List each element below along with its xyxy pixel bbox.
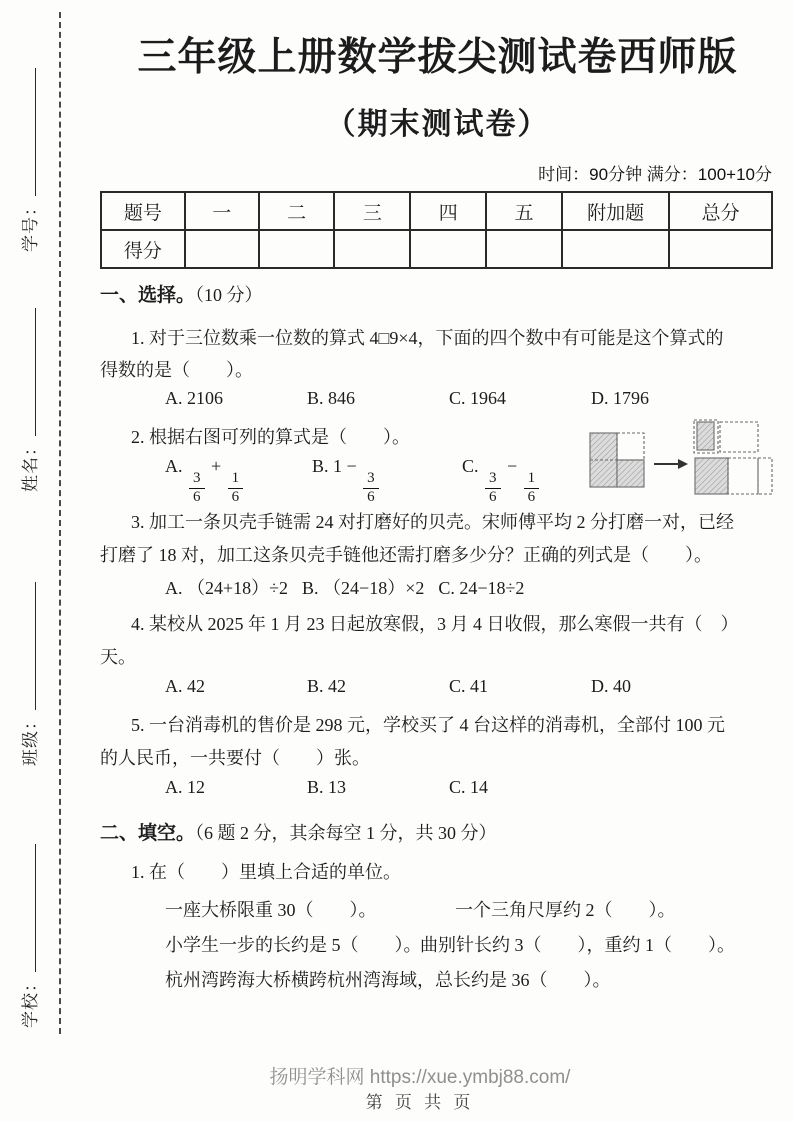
q5-option-c: C. 14	[449, 777, 489, 797]
student-name-field	[16, 277, 41, 492]
q2-option-b-label: B.	[312, 456, 329, 476]
header-cell: 题号	[101, 192, 185, 230]
school-field	[16, 813, 41, 1028]
paper-subtitle: （期末测试卷）	[325, 108, 550, 141]
q1-option-c: C. 1964	[449, 388, 507, 408]
student-id-field	[16, 37, 41, 252]
q3-line1: 3. 加工一条贝壳手链需 24 对打磨好的贝壳。宋师傅平均 2 分打磨一对，已经	[131, 512, 734, 532]
fraction: $\frac{3}{6}$	[485, 471, 501, 506]
header-cell: 总分	[669, 192, 772, 230]
q1-line2: 得数的是（ ）。	[100, 360, 253, 380]
q3-option-b: B. （24−18）×2	[302, 578, 425, 598]
header-cell: 一	[185, 192, 259, 230]
section1-heading-note: （10 分）	[195, 285, 263, 305]
q4-option-d: D. 40	[591, 676, 631, 696]
section2-heading-note: （6 题 2 分，其余每空 1 分，共 30 分）	[195, 823, 497, 843]
q2-option-c	[462, 456, 541, 506]
section1-heading-text: 一、选择。	[100, 285, 196, 306]
student-id-blank-line	[22, 68, 36, 196]
header-cell: 附加题	[562, 192, 669, 230]
q4-option-a: A. 42	[165, 676, 205, 696]
school-blank-line	[22, 844, 36, 972]
header-cell: 五	[486, 192, 562, 230]
q1-options	[165, 388, 649, 409]
score-cell-empty	[669, 230, 772, 268]
q4-option-b: B. 42	[307, 676, 347, 696]
q4-option-c: C. 41	[449, 676, 489, 696]
q3-option-c: C. 24−18÷2	[438, 578, 525, 598]
fraction: $\frac{1}{6}$	[524, 471, 540, 506]
q4-line1: 4. 某校从 2025 年 1 月 23 日起放寒假，3 月 4 日收假，那么寒假一共有（ ）	[131, 614, 739, 634]
score-table-score-row	[101, 230, 772, 268]
header-cell: 二	[259, 192, 335, 230]
operator: +	[211, 456, 222, 476]
score-cell-empty	[410, 230, 486, 268]
fraction: $\frac{1}{6}$	[228, 471, 244, 506]
score-cell-empty	[562, 230, 669, 268]
class-blank-line	[22, 582, 36, 710]
fill-q1-text: 1. 在（ ）里填上合适的单位。	[131, 862, 401, 882]
q1-option-a: A. 2106	[165, 388, 223, 408]
q2-option-a	[165, 456, 245, 506]
q2-line1: 2. 根据右图可列的算式是（ ）。	[131, 427, 410, 447]
fill-line3: 杭州湾跨海大桥横跨杭州湾海域，总长约是 36（ ）。	[165, 970, 611, 990]
q5-line1: 5. 一台消毒机的售价是 298 元，学校买了 4 台这样的消毒机，全部付 100 元	[131, 715, 725, 735]
header-cell: 四	[410, 192, 486, 230]
class-field	[16, 551, 41, 766]
fraction: $\frac{3}{6}$	[363, 471, 379, 506]
q5-option-b: B. 13	[307, 777, 347, 797]
q3-option-a: A. （24+18）÷2	[165, 578, 289, 598]
q1-line1: 1. 对于三位数乘一位数的算式 4□9×4，下面的四个数中有可能是这个算式的	[131, 328, 724, 348]
q5-options	[165, 777, 488, 798]
section1-heading	[100, 280, 263, 307]
student-name-label: 姓名：	[21, 438, 40, 492]
cut-dashed-line	[59, 12, 61, 1034]
school-label: 学校：	[21, 974, 40, 1028]
time-score-info: 时间：90分钟 满分：100+10分	[538, 165, 772, 184]
section2-heading-text: 二、填空。	[100, 823, 196, 844]
student-id-label: 学号：	[21, 198, 40, 252]
q2-option-c-label: C.	[462, 456, 479, 476]
score-cell-empty	[334, 230, 410, 268]
watermark-site-text: 扬明学科网 https://xue.ymbj88.com/	[269, 1067, 571, 1088]
score-row-label: 得分	[101, 230, 185, 268]
score-cell-empty	[259, 230, 335, 268]
q2-option-b	[312, 456, 381, 506]
q4-options	[165, 676, 631, 697]
q3-line2: 打磨了 18 对，加工这条贝壳手链他还需打磨多少分？正确的列式是（ ）。	[100, 545, 712, 565]
page-number-text: 第 页 共 页	[365, 1093, 475, 1112]
q5-option-a: A. 12	[165, 777, 205, 797]
fill-line1b: 一个三角尺厚约 2（ ）。	[455, 900, 676, 920]
fill-line1a: 一座大桥限重 30（ ）。	[165, 900, 377, 920]
q2-fraction-figure	[582, 416, 777, 512]
fill-line2a: 小学生一步的长约是 5（ ）。	[165, 935, 422, 955]
q4-line2: 天。	[100, 647, 136, 667]
header-cell: 三	[334, 192, 410, 230]
fill-line2b: 曲别针长约 3（ ），重约 1（ ）。	[420, 935, 735, 955]
score-table	[100, 191, 773, 269]
score-cell-empty	[486, 230, 562, 268]
section2-heading	[100, 818, 497, 845]
score-table-header-row	[101, 192, 772, 230]
student-name-blank-line	[22, 308, 36, 436]
q2-option-a-label: A.	[165, 456, 183, 476]
operator: −	[507, 456, 518, 476]
fraction: $\frac{3}{6}$	[189, 471, 205, 506]
class-label: 班级：	[21, 712, 40, 766]
q1-option-d: D. 1796	[591, 388, 649, 408]
q2-option-b-term: 1 −	[333, 456, 357, 476]
q5-line2: 的人民币，一共要付（ ）张。	[100, 748, 370, 768]
score-cell-empty	[185, 230, 259, 268]
q3-options	[165, 574, 524, 600]
q1-option-b: B. 846	[307, 388, 356, 408]
paper-title: 三年级上册数学拔尖测试卷西师版	[137, 36, 738, 79]
